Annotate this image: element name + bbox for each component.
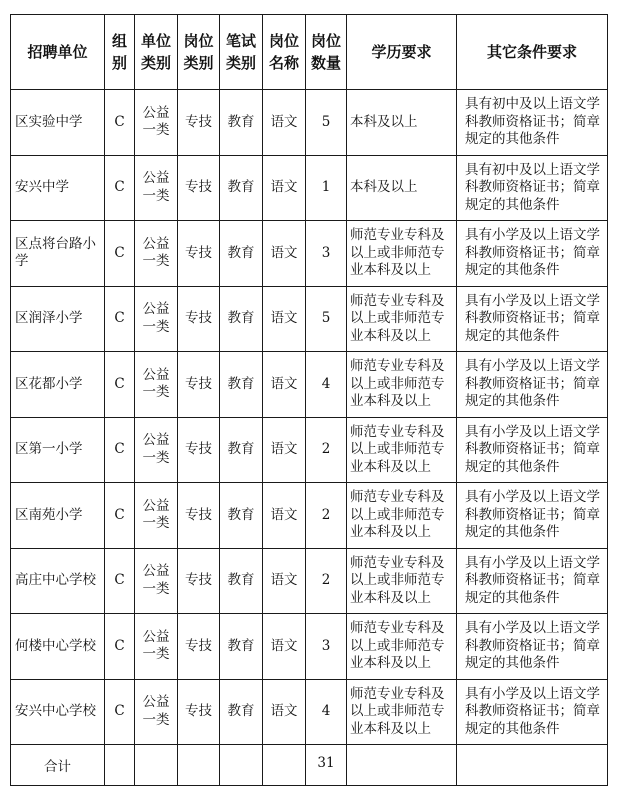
- total-empty-cell: [135, 745, 178, 786]
- cell-unit-type: 公益一类: [135, 614, 178, 680]
- cell-unit-type: 公益一类: [135, 90, 178, 156]
- cell-group: C: [105, 155, 135, 221]
- header-post-count: 岗位数量: [306, 15, 347, 90]
- cell-other: 具有小学及以上语文学科教师资格证书；简章规定的其他条件: [457, 221, 608, 287]
- table-body: [11, 90, 608, 786]
- cell-post-count: 3: [306, 221, 347, 287]
- cell-other: 具有小学及以上语文学科教师资格证书；简章规定的其他条件: [457, 417, 608, 483]
- total-empty-cell: [263, 745, 306, 786]
- cell-group: C: [105, 221, 135, 287]
- cell-post-count: 3: [306, 614, 347, 680]
- cell-post-type: 专技: [178, 352, 220, 418]
- cell-post-type: 专技: [178, 417, 220, 483]
- header-exam-type: 笔试类别: [220, 15, 263, 90]
- cell-exam-type: 教育: [220, 352, 263, 418]
- cell-other: 具有小学及以上语文学科教师资格证书；简章规定的其他条件: [457, 483, 608, 549]
- cell-education: 师范专业专科及以上或非师范专业本科及以上: [347, 417, 457, 483]
- cell-post-type: 专技: [178, 221, 220, 287]
- table-row: [11, 548, 608, 614]
- cell-group: C: [105, 679, 135, 745]
- cell-exam-type: 教育: [220, 155, 263, 221]
- table-row: [11, 221, 608, 287]
- cell-post-count: 5: [306, 286, 347, 352]
- cell-unit: 区润泽小学: [11, 286, 105, 352]
- cell-post-name: 语文: [263, 614, 306, 680]
- cell-unit: 何楼中心学校: [11, 614, 105, 680]
- cell-post-name: 语文: [263, 548, 306, 614]
- cell-group: C: [105, 352, 135, 418]
- cell-post-count: 4: [306, 679, 347, 745]
- cell-education: 师范专业专科及以上或非师范专业本科及以上: [347, 679, 457, 745]
- cell-post-count: 5: [306, 90, 347, 156]
- cell-unit: 高庄中心学校: [11, 548, 105, 614]
- cell-unit: 区花都小学: [11, 352, 105, 418]
- cell-unit-type: 公益一类: [135, 286, 178, 352]
- cell-post-name: 语文: [263, 155, 306, 221]
- cell-unit: 区点将台路小学: [11, 221, 105, 287]
- cell-education: 师范专业专科及以上或非师范专业本科及以上: [347, 221, 457, 287]
- table-row: [11, 286, 608, 352]
- cell-exam-type: 教育: [220, 221, 263, 287]
- table-header-row: [11, 15, 608, 90]
- cell-post-type: 专技: [178, 483, 220, 549]
- cell-unit-type: 公益一类: [135, 155, 178, 221]
- header-post-name: 岗位名称: [263, 15, 306, 90]
- cell-group: C: [105, 548, 135, 614]
- recruitment-table: [10, 14, 608, 786]
- total-empty-cell: [457, 745, 608, 786]
- cell-education: 本科及以上: [347, 90, 457, 156]
- cell-group: C: [105, 483, 135, 549]
- cell-education: 本科及以上: [347, 155, 457, 221]
- cell-other: 具有小学及以上语文学科教师资格证书；简章规定的其他条件: [457, 286, 608, 352]
- cell-unit: 区实验中学: [11, 90, 105, 156]
- table-row: [11, 90, 608, 156]
- cell-post-name: 语文: [263, 352, 306, 418]
- total-empty-cell: [178, 745, 220, 786]
- cell-unit: 安兴中学: [11, 155, 105, 221]
- cell-post-count: 2: [306, 417, 347, 483]
- table-row: [11, 155, 608, 221]
- table-row: [11, 352, 608, 418]
- table-row: [11, 614, 608, 680]
- cell-education: 师范专业专科及以上或非师范专业本科及以上: [347, 483, 457, 549]
- header-other: 其它条件要求: [457, 15, 608, 90]
- cell-post-name: 语文: [263, 221, 306, 287]
- cell-post-type: 专技: [178, 155, 220, 221]
- total-empty-cell: [347, 745, 457, 786]
- cell-unit-type: 公益一类: [135, 417, 178, 483]
- table-row: [11, 679, 608, 745]
- cell-unit-type: 公益一类: [135, 221, 178, 287]
- cell-unit-type: 公益一类: [135, 352, 178, 418]
- table-row: [11, 483, 608, 549]
- cell-post-name: 语文: [263, 679, 306, 745]
- cell-exam-type: 教育: [220, 679, 263, 745]
- cell-education: 师范专业专科及以上或非师范专业本科及以上: [347, 286, 457, 352]
- cell-post-type: 专技: [178, 90, 220, 156]
- cell-group: C: [105, 417, 135, 483]
- total-count: 31: [317, 755, 335, 771]
- cell-post-type: 专技: [178, 679, 220, 745]
- cell-post-name: 语文: [263, 483, 306, 549]
- cell-exam-type: 教育: [220, 548, 263, 614]
- cell-unit: 安兴中心学校: [11, 679, 105, 745]
- cell-post-count: 4: [306, 352, 347, 418]
- header-education: 学历要求: [347, 15, 457, 90]
- cell-education: 师范专业专科及以上或非师范专业本科及以上: [347, 614, 457, 680]
- cell-education: 师范专业专科及以上或非师范专业本科及以上: [347, 352, 457, 418]
- cell-other: 具有小学及以上语文学科教师资格证书；简章规定的其他条件: [457, 548, 608, 614]
- cell-group: C: [105, 286, 135, 352]
- total-empty-cell: [220, 745, 263, 786]
- header-unit-type: 单位类别: [135, 15, 178, 90]
- cell-unit-type: 公益一类: [135, 548, 178, 614]
- total-empty-cell: [105, 745, 135, 786]
- total-label-cell: [11, 745, 105, 786]
- cell-other: 具有小学及以上语文学科教师资格证书；简章规定的其他条件: [457, 614, 608, 680]
- cell-unit-type: 公益一类: [135, 679, 178, 745]
- cell-exam-type: 教育: [220, 614, 263, 680]
- cell-exam-type: 教育: [220, 483, 263, 549]
- cell-post-type: 专技: [178, 286, 220, 352]
- total-count-cell: [306, 745, 347, 786]
- table-row: [11, 417, 608, 483]
- cell-unit: 区南苑小学: [11, 483, 105, 549]
- cell-unit-type: 公益一类: [135, 483, 178, 549]
- cell-post-type: 专技: [178, 614, 220, 680]
- cell-post-count: 2: [306, 483, 347, 549]
- cell-exam-type: 教育: [220, 90, 263, 156]
- total-label: 合计: [44, 759, 71, 775]
- cell-other: 具有初中及以上语文学科教师资格证书；简章规定的其他条件: [457, 90, 608, 156]
- cell-other: 具有小学及以上语文学科教师资格证书；简章规定的其他条件: [457, 352, 608, 418]
- cell-exam-type: 教育: [220, 286, 263, 352]
- cell-education: 师范专业专科及以上或非师范专业本科及以上: [347, 548, 457, 614]
- header-post-type: 岗位类别: [178, 15, 220, 90]
- cell-unit: 区第一小学: [11, 417, 105, 483]
- cell-post-count: 2: [306, 548, 347, 614]
- cell-other: 具有小学及以上语文学科教师资格证书；简章规定的其他条件: [457, 679, 608, 745]
- cell-post-type: 专技: [178, 548, 220, 614]
- header-group: 组别: [105, 15, 135, 90]
- cell-post-name: 语文: [263, 417, 306, 483]
- cell-group: C: [105, 90, 135, 156]
- total-row: [11, 745, 608, 786]
- cell-group: C: [105, 614, 135, 680]
- cell-exam-type: 教育: [220, 417, 263, 483]
- cell-post-name: 语文: [263, 286, 306, 352]
- cell-post-count: 1: [306, 155, 347, 221]
- header-unit: 招聘单位: [11, 15, 105, 90]
- cell-other: 具有初中及以上语文学科教师资格证书；简章规定的其他条件: [457, 155, 608, 221]
- cell-post-name: 语文: [263, 90, 306, 156]
